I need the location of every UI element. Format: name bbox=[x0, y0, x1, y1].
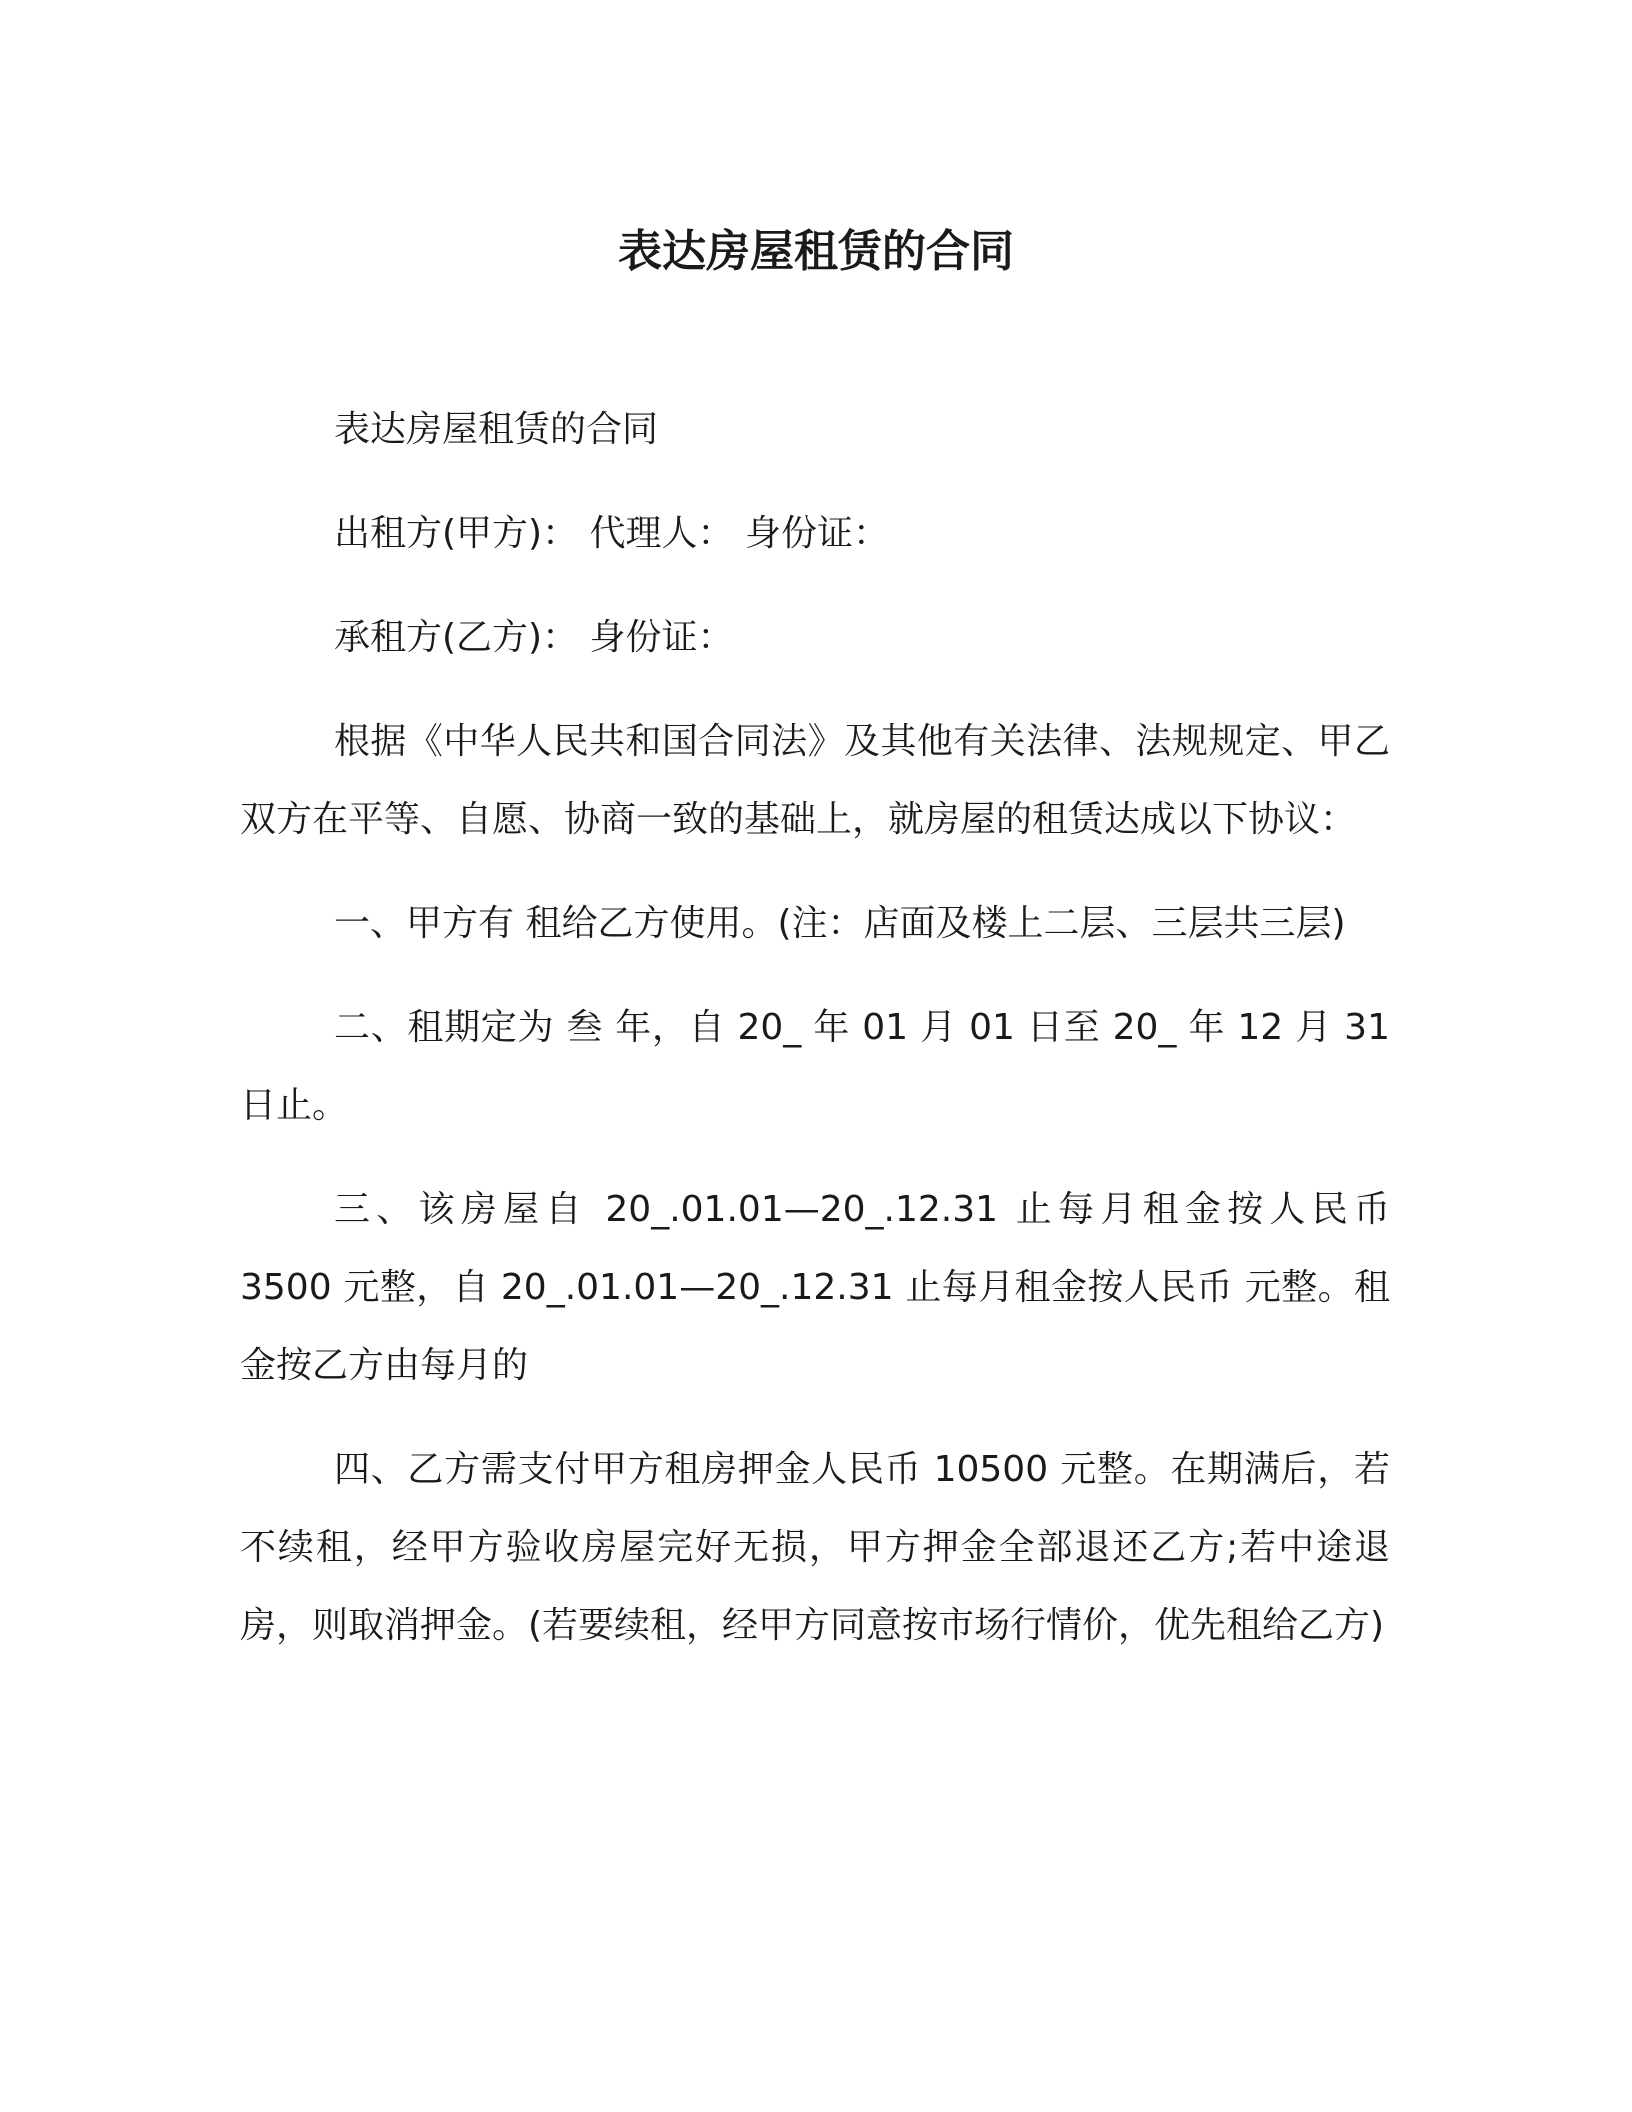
lessee-line: 承租方(乙方)： 身份证： bbox=[334, 617, 734, 658]
document-title: 表达房屋租赁的合同 bbox=[618, 226, 1014, 277]
clause-2: 二、租期定为 叁 年，自 20_ 年 01 月 01 日至 20_ 年 12 月 31 日止。 bbox=[240, 1007, 1390, 1126]
lessor-line: 出租方(甲方)： 代理人： 身份证： bbox=[334, 513, 889, 554]
clause-4: 四、乙方需支付甲方租房押金人民币 10500 元整。在期满后，若不续租，经甲方验收房屋完好无损，甲方押金全部退还乙方;若中途退房，则取消押金。(若要续租，经甲方同意按市场行情价，优先租给乙方) bbox=[240, 1449, 1390, 1646]
clause-1: 一、甲方有 租给乙方使用。(注：店面及楼上二层、三层共三层) bbox=[334, 903, 1346, 944]
preamble-paragraph: 根据《中华人民共和国合同法》及其他有关法律、法规规定、甲乙双方在平等、自愿、协商一致的基础上，就房屋的租赁达成以下协议： bbox=[240, 721, 1390, 840]
document-body bbox=[240, 391, 1390, 1691]
clause-3: 三、该房屋自 20_.01.01—20_.12.31 止每月租金按人民币 3500 元整，自 20_.01.01—20_.12.31 止每月租金按人民币 元整。租金按乙方由每月的 bbox=[240, 1189, 1390, 1386]
contract-subtitle: 表达房屋租赁的合同 bbox=[334, 409, 659, 450]
